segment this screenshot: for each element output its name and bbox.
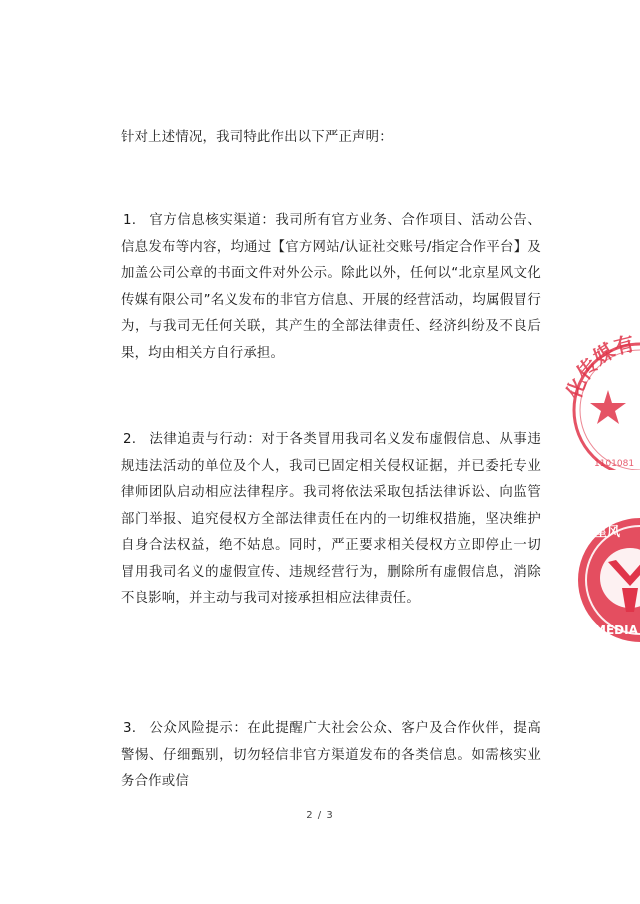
seal-band-text: MEDIA [594, 623, 638, 637]
section-text: 法律追责与行动：对于各类冒用我司名义发布虚假信息、从事违规违法活动的单位及个人，我司已固定相关侵权证据，并已委托专业律师团队启动相应法律程序。我司将依法采取包括法律诉讼、向监管部门举报、追究侵权方全部法律责任在内的一切维权措施，坚决维护自身合法权益，绝不姑息。同时，严正要求相关侵权方立即停止一切冒用我司名义的虚假宣传、违规经营行为，删除所有虚假信息，消除不良影响，并主动与我司对接承担相应法律责任。 [121, 432, 541, 606]
section-number: 2. [123, 432, 137, 447]
company-seal-partial-bottom [572, 516, 640, 646]
page-number: 2 / 3 [306, 810, 334, 821]
section-number: 1. [123, 213, 137, 228]
section-text: 公众风险提示：在此提醒广大社会公众、客户及合作伙伴，提高警惕、仔细甄别，切勿轻信非官方渠道发布的各类信息。如需核实业务合作或信 [121, 721, 541, 789]
intro-statement: 针对上述情况，我司特此作出以下严正声明： [121, 130, 393, 145]
seal-code-text: 1101081 [594, 459, 635, 469]
section-1 [121, 208, 541, 367]
section-3 [121, 716, 541, 796]
section-2 [121, 427, 541, 613]
section-text: 官方信息核实渠道：我司所有官方业务、合作项目、活动公告、信息发布等内容，均通过【官方网站/认证社交账号/指定合作平台】及加盖公司公章的书面文件对外公示。除此以外，任何以“北京星风文化传媒有限公司”名义发布的非官方信息、开展的经营活动，均属假冒行为，与我司无任何关联，其产生的全部法律责任、经济纠纷及不良后果，均由相关方自行承担。 [121, 213, 541, 361]
seal-arc-text: 星风 [594, 525, 621, 540]
seal-arc-text: 化传媒有 [561, 331, 637, 402]
svg-text:化传媒有 [561, 331, 637, 402]
section-number: 3. [123, 721, 137, 736]
company-seal-partial-top [560, 330, 640, 470]
